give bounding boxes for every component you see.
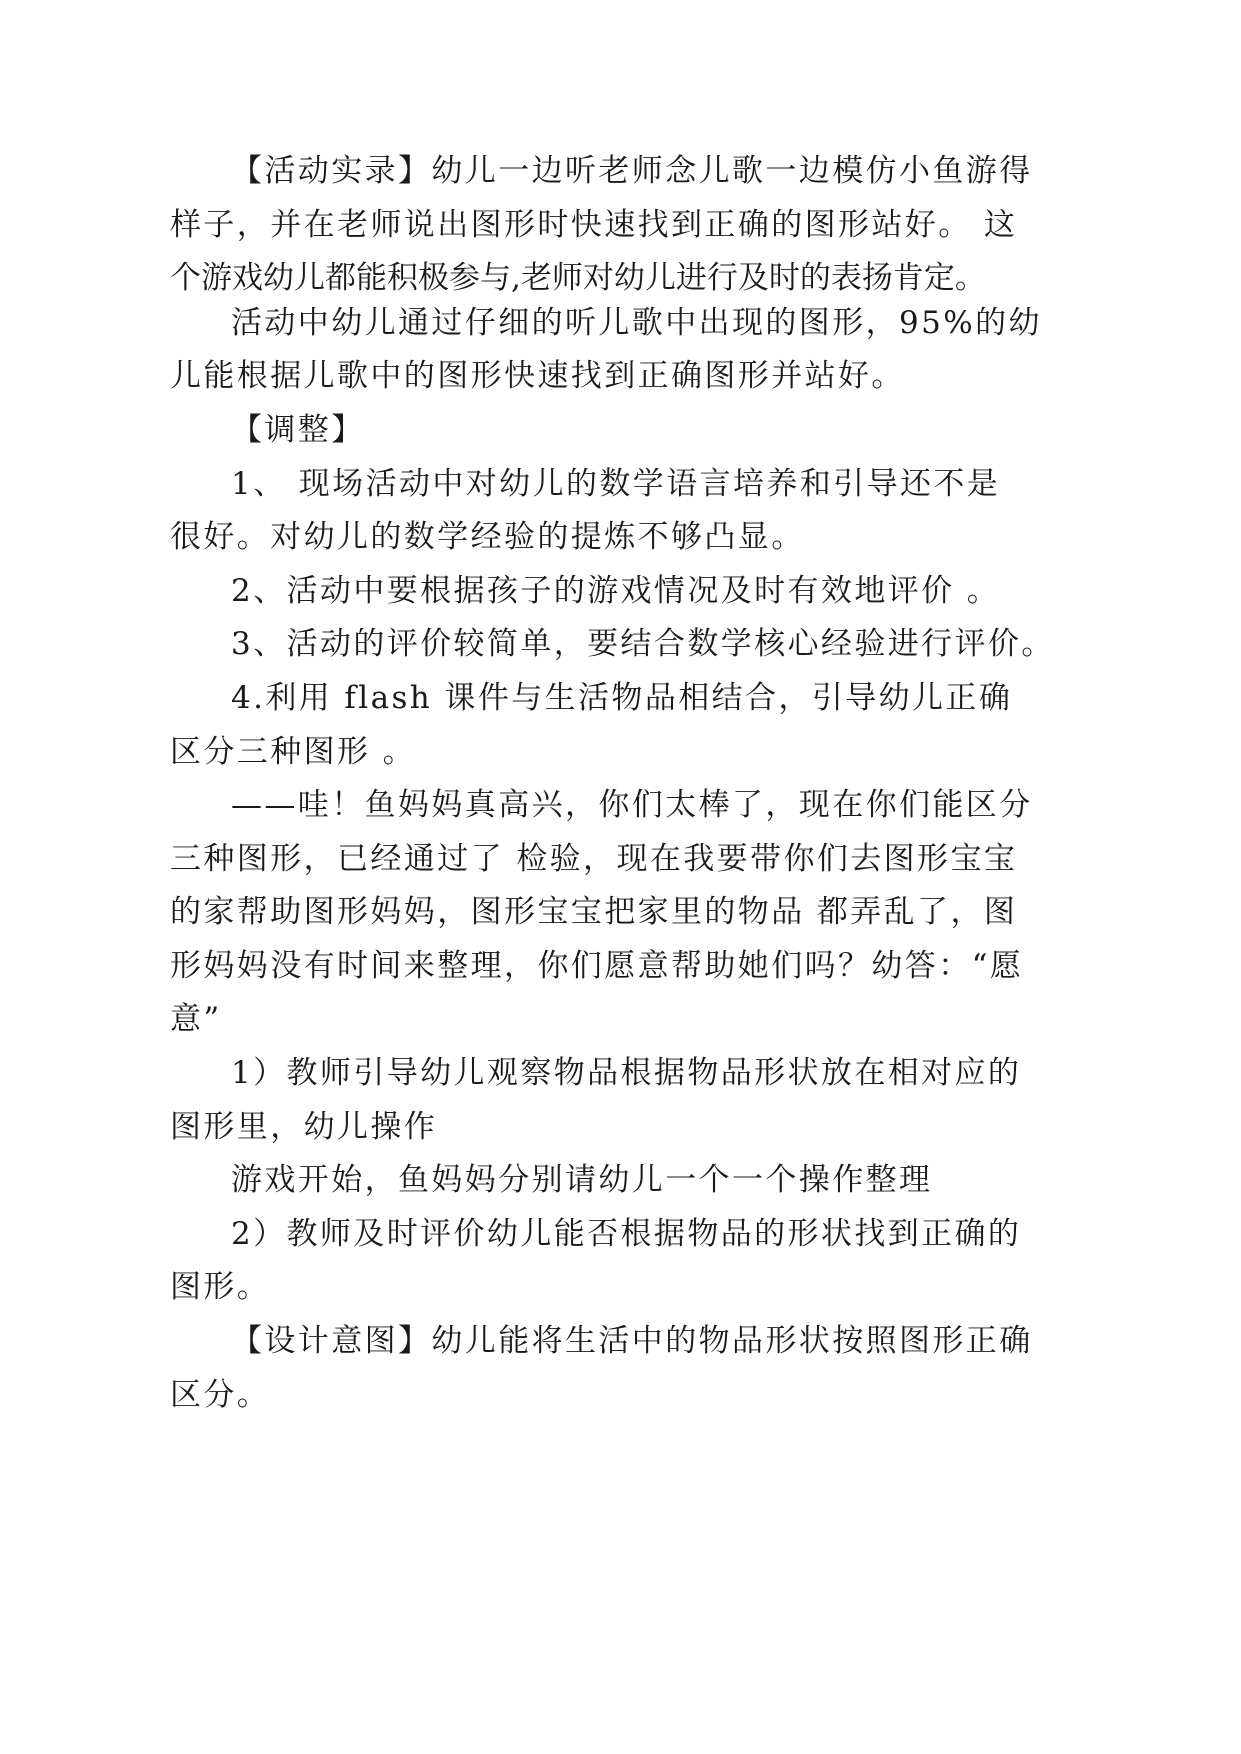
text-line: 区分。 xyxy=(170,1377,271,1413)
text-line: 活动中幼儿通过仔细的听儿歌中出现的图形，95%的幼 xyxy=(231,305,1042,341)
text-line-dialogue: ——哇！鱼妈妈真高兴，你们太棒了，现在你们能区分 xyxy=(231,787,1033,823)
text-line-design-intent: 【设计意图】幼儿能将生活中的物品形状按照图形正确 xyxy=(231,1323,1033,1359)
text-line: 样子，并在老师说出图形时快速找到正确的图形站好。 这 xyxy=(170,207,1018,243)
text-line-step-2: 2）教师及时评价幼儿能否根据物品的形状找到正确的 xyxy=(231,1216,1022,1252)
text-line-item-2: 2、活动中要根据孩子的游戏情况及时有效地评价 。 xyxy=(231,573,1001,609)
text-line: 儿能根据儿歌中的图形快速找到正确图形并站好。 xyxy=(170,358,905,394)
text-line: 形妈妈没有时间来整理，你们愿意帮助她们吗？幼答：“愿 xyxy=(170,948,1024,984)
text-line: 意” xyxy=(170,1001,222,1037)
text-line: 区分三种图形 。 xyxy=(170,734,417,770)
text-line: 图形。 xyxy=(170,1269,271,1305)
text-line: 个游戏幼儿都能积极参与,老师对幼儿进行及时的表扬肯定。 xyxy=(170,260,986,296)
section-heading-adjustment: 【调整】 xyxy=(231,412,365,448)
text-line: 很好。对幼儿的数学经验的提炼不够凸显。 xyxy=(170,519,805,555)
text-line-item-3: 3、活动的评价较简单，要结合数学核心经验进行评价。 xyxy=(231,626,1055,662)
text-line: 的家帮助图形妈妈，图形宝宝把家里的物品 都弄乱了，图 xyxy=(170,894,1018,930)
text-line: 图形里，幼儿操作 xyxy=(170,1109,438,1145)
text-line: 三种图形，已经通过了 检验，现在我要带你们去图形宝宝 xyxy=(170,841,1018,877)
text-line-item-4: 4.利用 flash 课件与生活物品相结合，引导幼儿正确 xyxy=(231,680,1013,716)
text-line: 游戏开始，鱼妈妈分别请幼儿一个一个操作整理 xyxy=(231,1162,933,1198)
text-line-step-1: 1）教师引导幼儿观察物品根据物品形状放在相对应的 xyxy=(231,1055,1022,1091)
text-line-activity-record: 【活动实录】幼儿一边听老师念儿歌一边模仿小鱼游得 xyxy=(231,153,1033,189)
text-line-item-1: 1、 现场活动中对幼儿的数学语言培养和引导还不是 xyxy=(231,466,1001,502)
